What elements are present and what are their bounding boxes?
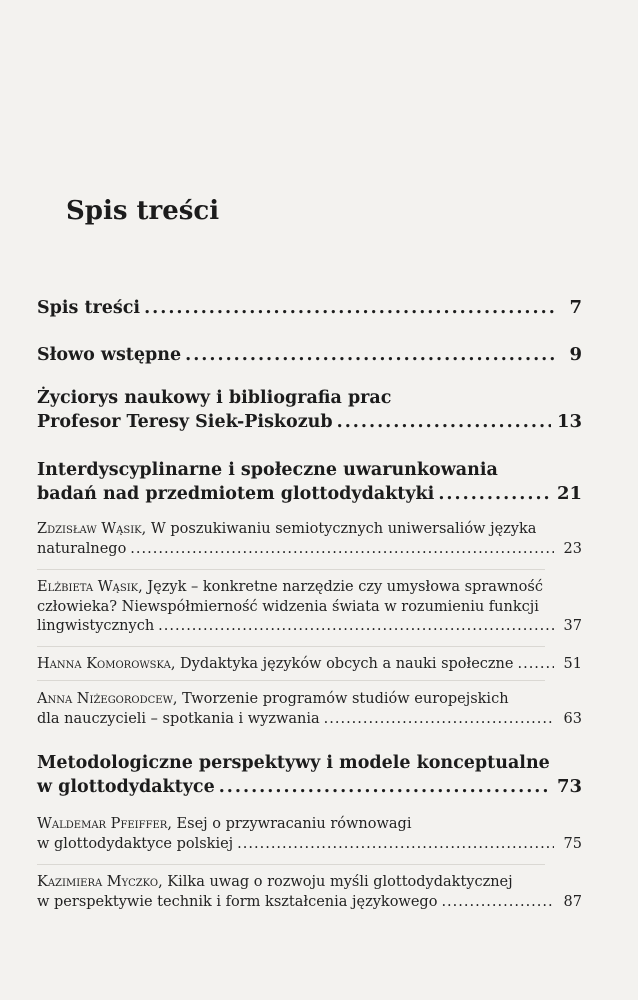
author-name: Waldemar Pfeiffer <box>37 816 168 832</box>
toc-entry[interactable] <box>37 873 582 912</box>
entry-divider <box>37 569 545 570</box>
dot-leader <box>219 776 551 799</box>
entry-divider <box>37 864 545 865</box>
toc-entry[interactable] <box>37 520 582 559</box>
page-title: Spis treści <box>66 196 220 226</box>
entry-title-line: , Kilka uwag o rozwoju myśli glottodydaktycznej <box>158 874 513 890</box>
entry-title-line: naturalnego <box>37 540 127 557</box>
entry-title-line: , Dydaktyka języków obcych a nauki społeczne <box>170 656 514 672</box>
entry-title-line: Profesor Teresy Siek-Piskozub <box>37 412 333 432</box>
entry-title-line: Spis treści <box>37 298 141 318</box>
entry-title-line: Życiorys naukowy i bibliografia prac <box>37 388 392 408</box>
entry-title-line: dla nauczycieli – spotkania i wyzwania <box>37 710 320 727</box>
author-name: Zdzisław Wąsik <box>37 521 142 537</box>
dot-leader <box>438 483 551 506</box>
dot-leader <box>441 893 554 913</box>
page-number: 9 <box>569 344 582 365</box>
page-number: 51 <box>563 656 582 672</box>
page-number: 23 <box>563 540 582 557</box>
entry-title-line: , Tworzenie programów studiów europejskich <box>172 691 509 707</box>
dot-leader <box>158 617 554 637</box>
entry-title-line: Słowo wstępne <box>37 345 182 365</box>
entry-title-line: lingwistycznych <box>37 618 155 634</box>
toc-entry[interactable] <box>37 815 582 854</box>
entry-divider <box>37 646 545 647</box>
entry-title-line: , Esej o przywracaniu równowagi <box>167 816 412 832</box>
page-number: 37 <box>563 618 582 634</box>
toc-entry[interactable] <box>37 578 582 637</box>
author-name: Elżbieta Wąsik <box>37 579 139 595</box>
author-name: Hanna Komorowska <box>37 656 171 672</box>
dot-leader <box>144 297 554 320</box>
entry-divider <box>37 680 545 681</box>
entry-title-line: , W poszukiwaniu semiotycznych uniwersaliów języka <box>141 521 537 537</box>
dot-leader <box>517 655 554 675</box>
author-name: Kazimiera Myczko <box>37 874 159 890</box>
entry-title-line: w perspektywie technik i form kształcenia językowego <box>37 893 438 910</box>
page-number: 73 <box>556 776 582 797</box>
dot-leader <box>237 835 554 855</box>
page-number: 13 <box>556 411 582 432</box>
toc-entry[interactable] <box>37 459 582 506</box>
page-number: 87 <box>563 893 582 910</box>
page-number: 63 <box>563 710 582 727</box>
toc-entry[interactable] <box>37 387 582 434</box>
toc-entry[interactable] <box>37 296 582 320</box>
entry-title-line: Metodologiczne perspektywy i modele konceptualne <box>37 753 550 773</box>
bleed-through-text <box>45 96 605 110</box>
entry-title-line: człowieka? Niewspółmierność widzenia świata w rozumieniu funkcji <box>37 598 539 615</box>
entry-title-line: w glottodydaktyce <box>37 777 215 797</box>
dot-leader <box>324 710 554 730</box>
page-number: 7 <box>569 297 582 318</box>
dot-leader <box>130 540 554 560</box>
toc-entry[interactable] <box>37 752 582 799</box>
entry-title-line: Interdyscyplinarne i społeczne uwarunkowania <box>37 460 498 480</box>
entry-title-line: w glottodydaktyce polskiej <box>37 835 234 852</box>
dot-leader <box>337 411 551 434</box>
dot-leader <box>185 344 554 367</box>
toc-entry[interactable] <box>37 655 582 675</box>
page-number: 75 <box>563 835 582 852</box>
toc-entry[interactable] <box>37 690 582 729</box>
entry-title-line: , Język – konkretne narzędzie czy umysłowa sprawność <box>138 579 543 595</box>
entry-title-line: badań nad przedmiotem glottodydaktyki <box>37 484 435 504</box>
page-number: 21 <box>556 483 582 504</box>
toc-entry[interactable] <box>37 343 582 367</box>
author-name: Anna Niżegorodcew <box>37 691 173 707</box>
